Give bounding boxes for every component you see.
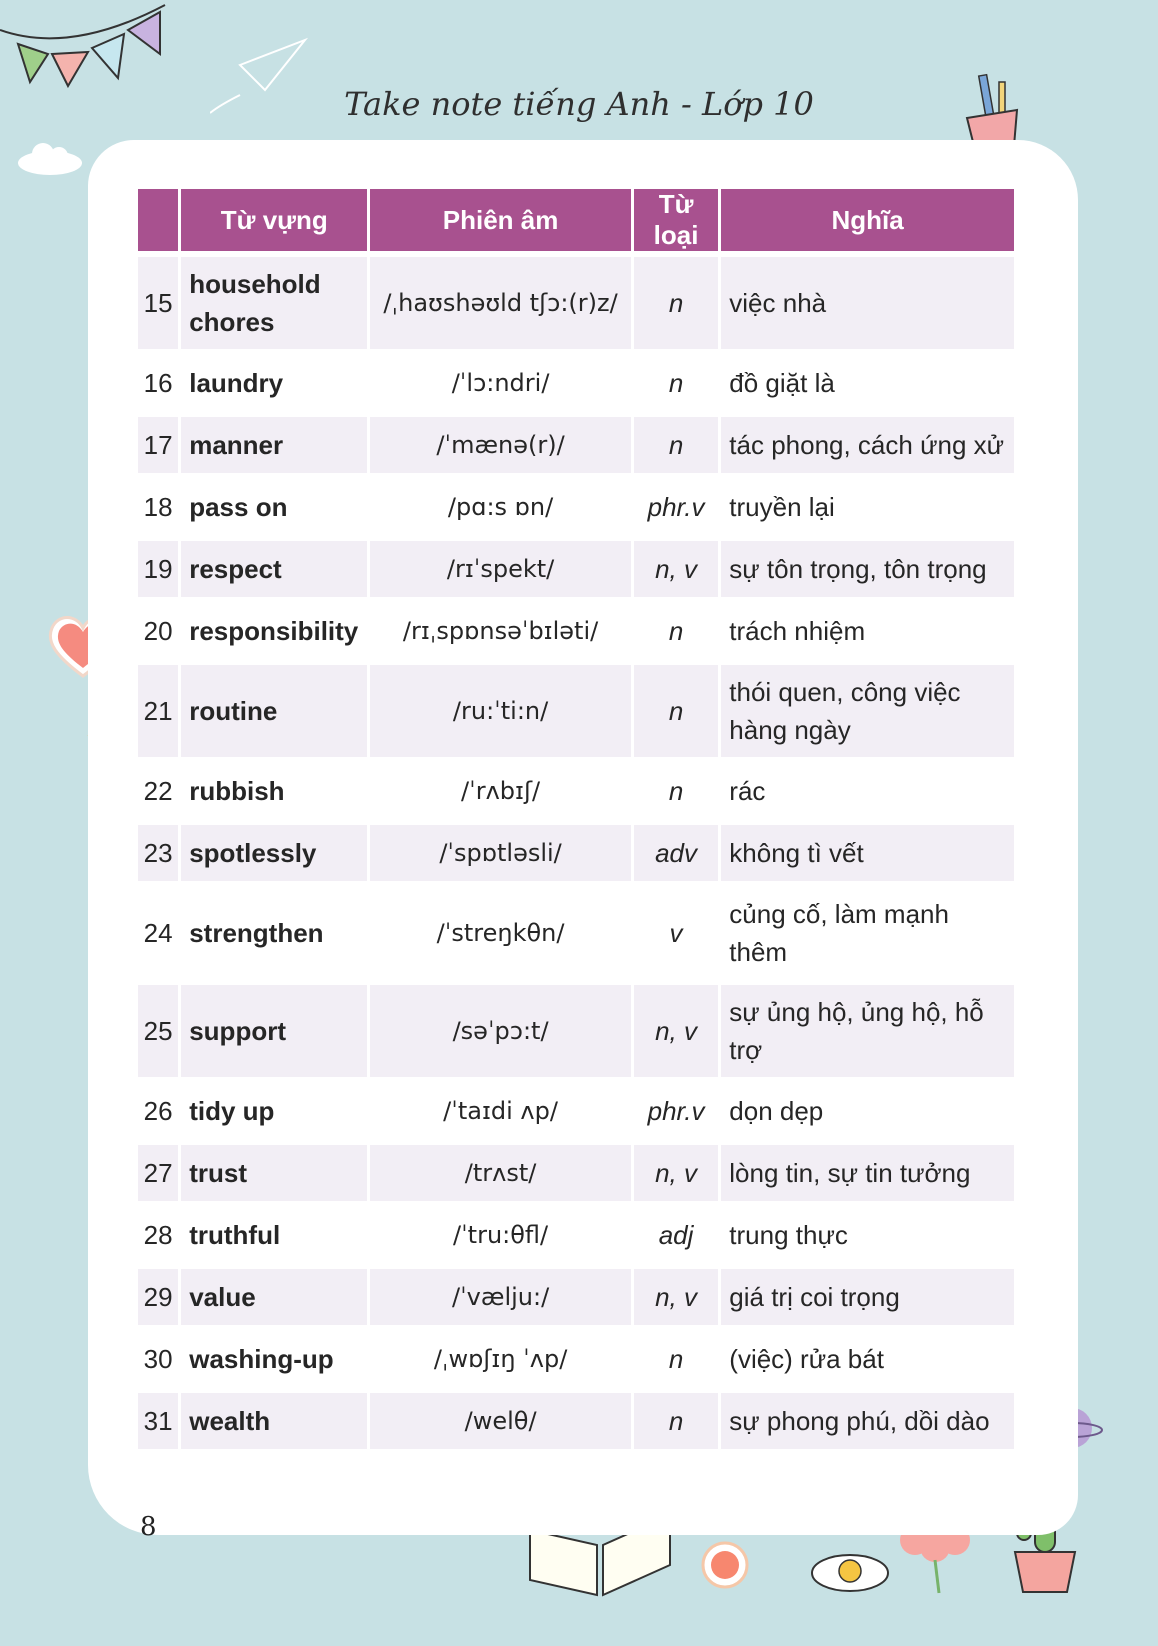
word-meaning: đồ giặt là bbox=[721, 355, 1014, 417]
word-meaning: giá trị coi trọng bbox=[721, 1269, 1014, 1331]
table-row bbox=[138, 603, 1014, 665]
word-meaning: sự phong phú, dồi dào bbox=[721, 1393, 1014, 1455]
vocab-word: rubbish bbox=[181, 763, 367, 825]
part-of-speech: n, v bbox=[634, 541, 718, 603]
row-number: 15 bbox=[138, 257, 178, 355]
part-of-speech: n bbox=[634, 355, 718, 417]
part-of-speech: adj bbox=[634, 1207, 718, 1269]
word-meaning: lòng tin, sự tin tưởng bbox=[721, 1145, 1014, 1207]
vocab-word: manner bbox=[181, 417, 367, 479]
table-row bbox=[138, 985, 1014, 1083]
phonetic-transcription: /ˈspɒtləsli/ bbox=[370, 825, 630, 887]
phonetic-transcription: /trʌst/ bbox=[370, 1145, 630, 1207]
phonetic-transcription: /ˈstreŋkθn/ bbox=[370, 887, 630, 985]
vocab-word: household chores bbox=[181, 257, 367, 355]
part-of-speech: phr.v bbox=[634, 1083, 718, 1145]
row-number: 20 bbox=[138, 603, 178, 665]
phonetic-transcription: /pɑ:s ɒn/ bbox=[370, 479, 630, 541]
row-number: 21 bbox=[138, 665, 178, 763]
word-meaning: rác bbox=[721, 763, 1014, 825]
part-of-speech: n, v bbox=[634, 1269, 718, 1331]
vocab-word: laundry bbox=[181, 355, 367, 417]
row-number: 25 bbox=[138, 985, 178, 1083]
table-row bbox=[138, 1083, 1014, 1145]
word-meaning: việc nhà bbox=[721, 257, 1014, 355]
fried-egg-icon bbox=[810, 1545, 890, 1595]
word-meaning: thói quen, công việc hàng ngày bbox=[721, 665, 1014, 763]
flower-icon bbox=[700, 1540, 750, 1590]
part-of-speech: n, v bbox=[634, 1145, 718, 1207]
table-row bbox=[138, 479, 1014, 541]
table-row bbox=[138, 763, 1014, 825]
page-title: Take note tiếng Anh - Lớp 10 bbox=[344, 85, 814, 123]
row-number: 18 bbox=[138, 479, 178, 541]
vocab-word: wealth bbox=[181, 1393, 367, 1455]
page-number: 8 bbox=[140, 1512, 157, 1542]
phonetic-transcription: /rɪˈspekt/ bbox=[370, 541, 630, 603]
phonetic-transcription: /ˈmænə(r)/ bbox=[370, 417, 630, 479]
part-of-speech: n bbox=[634, 763, 718, 825]
table-row bbox=[138, 1393, 1014, 1455]
vocab-word: tidy up bbox=[181, 1083, 367, 1145]
word-meaning: củng cố, làm mạnh thêm bbox=[721, 887, 1014, 985]
word-meaning: dọn dẹp bbox=[721, 1083, 1014, 1145]
phonetic-transcription: /ˈtru:θfl/ bbox=[370, 1207, 630, 1269]
row-number: 30 bbox=[138, 1331, 178, 1393]
column-header-number bbox=[138, 189, 178, 257]
row-number: 27 bbox=[138, 1145, 178, 1207]
column-header-part-of-speech: Từ loại bbox=[634, 189, 718, 257]
phonetic-transcription: /ˌhaʊshəʊld tʃɔ:(r)z/ bbox=[370, 257, 630, 355]
row-number: 19 bbox=[138, 541, 178, 603]
vocab-word: truthful bbox=[181, 1207, 367, 1269]
row-number: 24 bbox=[138, 887, 178, 985]
word-meaning: trung thực bbox=[721, 1207, 1014, 1269]
row-number: 16 bbox=[138, 355, 178, 417]
vocab-word: spotlessly bbox=[181, 825, 367, 887]
row-number: 17 bbox=[138, 417, 178, 479]
table-row bbox=[138, 887, 1014, 985]
vocab-word: strengthen bbox=[181, 887, 367, 985]
bunting-decoration bbox=[0, 0, 170, 95]
table-header-row bbox=[138, 189, 1014, 257]
vocab-word: value bbox=[181, 1269, 367, 1331]
phonetic-transcription: /welθ/ bbox=[370, 1393, 630, 1455]
word-meaning: truyền lại bbox=[721, 479, 1014, 541]
phonetic-transcription: /ru:ˈti:n/ bbox=[370, 665, 630, 763]
word-meaning: sự ủng hộ, ủng hộ, hỗ trợ bbox=[721, 985, 1014, 1083]
word-meaning: trách nhiệm bbox=[721, 603, 1014, 665]
row-number: 26 bbox=[138, 1083, 178, 1145]
row-number: 31 bbox=[138, 1393, 178, 1455]
table-row bbox=[138, 1145, 1014, 1207]
part-of-speech: n bbox=[634, 1393, 718, 1455]
vocab-word: trust bbox=[181, 1145, 367, 1207]
table-row bbox=[138, 1207, 1014, 1269]
vocab-word: responsibility bbox=[181, 603, 367, 665]
row-number: 29 bbox=[138, 1269, 178, 1331]
part-of-speech: adv bbox=[634, 825, 718, 887]
phonetic-transcription: /ˌwɒʃɪŋ ˈʌp/ bbox=[370, 1331, 630, 1393]
table-row bbox=[138, 355, 1014, 417]
table-row bbox=[138, 257, 1014, 355]
row-number: 28 bbox=[138, 1207, 178, 1269]
phonetic-transcription: /ˈrʌbɪʃ/ bbox=[370, 763, 630, 825]
column-header-phonetic: Phiên âm bbox=[370, 189, 630, 257]
table-row bbox=[138, 417, 1014, 479]
part-of-speech: n bbox=[634, 603, 718, 665]
part-of-speech: n bbox=[634, 1331, 718, 1393]
table-row bbox=[138, 825, 1014, 887]
table-row bbox=[138, 1269, 1014, 1331]
word-meaning: sự tôn trọng, tôn trọng bbox=[721, 541, 1014, 603]
part-of-speech: phr.v bbox=[634, 479, 718, 541]
column-header-word: Từ vựng bbox=[181, 189, 367, 257]
column-header-meaning: Nghĩa bbox=[721, 189, 1014, 257]
phonetic-transcription: /ˈlɔ:ndri/ bbox=[370, 355, 630, 417]
phonetic-transcription: /ˈtaɪdi ʌp/ bbox=[370, 1083, 630, 1145]
table-row bbox=[138, 665, 1014, 763]
vocab-word: routine bbox=[181, 665, 367, 763]
row-number: 22 bbox=[138, 763, 178, 825]
part-of-speech: n bbox=[634, 665, 718, 763]
vocab-word: respect bbox=[181, 541, 367, 603]
part-of-speech: n bbox=[634, 417, 718, 479]
vocab-word: washing-up bbox=[181, 1331, 367, 1393]
row-number: 23 bbox=[138, 825, 178, 887]
phonetic-transcription: /ˈvælju:/ bbox=[370, 1269, 630, 1331]
table-row bbox=[138, 541, 1014, 603]
phonetic-transcription: /səˈpɔ:t/ bbox=[370, 985, 630, 1083]
cloud-icon bbox=[15, 138, 85, 178]
vocab-word: support bbox=[181, 985, 367, 1083]
phonetic-transcription: /rɪˌspɒnsəˈbɪləti/ bbox=[370, 603, 630, 665]
part-of-speech: v bbox=[634, 887, 718, 985]
part-of-speech: n bbox=[634, 257, 718, 355]
word-meaning: không tì vết bbox=[721, 825, 1014, 887]
word-meaning: (việc) rửa bát bbox=[721, 1331, 1014, 1393]
part-of-speech: n, v bbox=[634, 985, 718, 1083]
word-meaning: tác phong, cách ứng xử bbox=[721, 417, 1014, 479]
vocab-word: pass on bbox=[181, 479, 367, 541]
table-row bbox=[138, 1331, 1014, 1393]
vocabulary-table bbox=[135, 189, 1017, 1455]
